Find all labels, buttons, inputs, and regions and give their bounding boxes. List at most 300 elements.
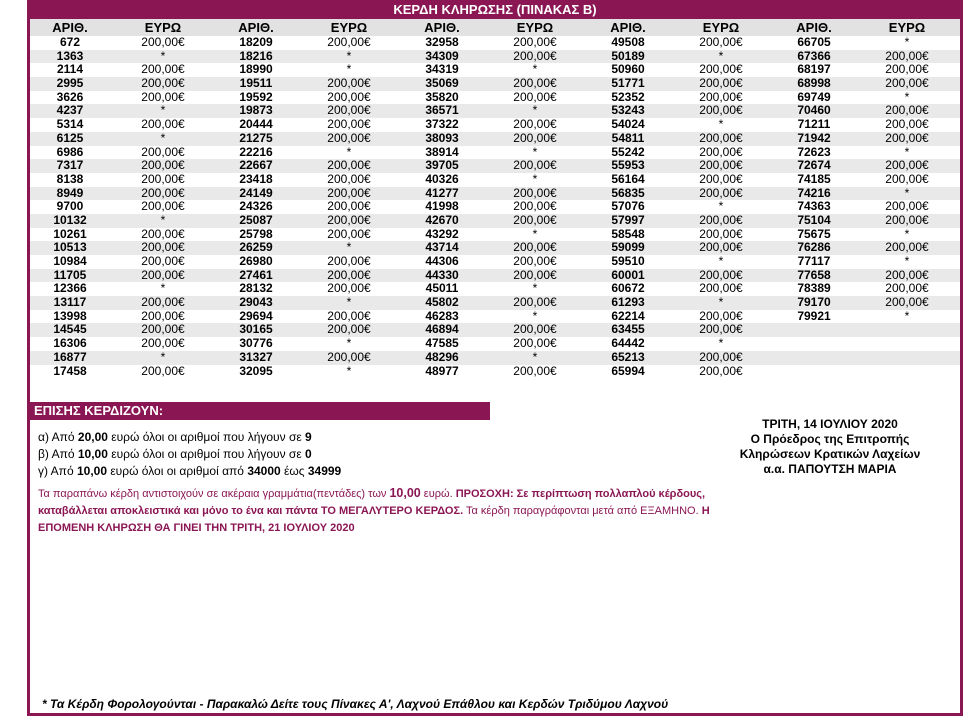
table-row [30, 91, 216, 105]
rule-mid2: έως [280, 464, 308, 478]
ticket-number: 20444 [239, 117, 273, 132]
table-row [588, 296, 774, 310]
prize-amount: 200,00€ [141, 62, 185, 77]
table-row [588, 255, 774, 269]
prize-amount: 200,00€ [885, 117, 929, 132]
table-row [216, 255, 402, 269]
table-row [774, 104, 960, 118]
ticket-number: 35820 [425, 89, 459, 104]
prize-amount: 200,00€ [327, 281, 371, 296]
table-row [402, 323, 588, 337]
table-row [774, 146, 960, 160]
table-row [216, 187, 402, 201]
table-row [774, 159, 960, 173]
ticket-number: 21275 [239, 130, 273, 145]
ticket-number: 2995 [56, 76, 84, 91]
ticket-number: 35069 [425, 76, 459, 91]
ticket-number: 24326 [239, 199, 273, 214]
table-row [588, 365, 774, 379]
ticket-number: 64442 [611, 336, 645, 351]
ticket-number: 75104 [797, 212, 831, 227]
prize-amount: 200,00€ [513, 130, 557, 145]
ticket-number: 69749 [797, 89, 831, 104]
signature-block [700, 417, 960, 477]
ticket-number: 30165 [239, 322, 273, 337]
table-row [402, 159, 588, 173]
table-row [30, 310, 216, 324]
header-euro: ΕΥΡΩ [702, 20, 740, 35]
ticket-number: 53243 [611, 103, 645, 118]
ticket-number: 32958 [425, 35, 459, 49]
prize-amount: 200,00€ [141, 76, 185, 91]
prize-amount: 200,00€ [327, 158, 371, 173]
header-euro: ΕΥΡΩ [144, 20, 182, 35]
ticket-number: 40326 [425, 171, 459, 186]
prize-amount: 200,00€ [513, 76, 557, 91]
table-row [774, 228, 960, 242]
table-row [30, 282, 216, 296]
table-row [30, 77, 216, 91]
prize-amount: * [346, 295, 352, 310]
table-row [774, 282, 960, 296]
prize-amount [854, 365, 960, 379]
ticket-number: 9700 [56, 199, 84, 214]
rule-mid: ευρώ όλοι οι αριθμοί από [107, 464, 248, 478]
table-row [774, 36, 960, 50]
table-row [588, 36, 774, 50]
ticket-number: 13998 [53, 308, 87, 323]
notice-text-1: Τα παραπάνω κέρδη αντιστοιχούν σε ακέραια γραμμάτια(πεντάδες) των [38, 488, 390, 500]
table-row [588, 228, 774, 242]
ticket-number [774, 337, 854, 351]
ticket-number: 10261 [53, 226, 87, 241]
table-row [402, 36, 588, 50]
results-column [216, 19, 402, 394]
rule-line [38, 429, 341, 446]
ticket-number: 7317 [56, 158, 84, 173]
table-row [402, 104, 588, 118]
prize-amount: 200,00€ [513, 254, 557, 268]
table-row [588, 310, 774, 324]
prize-amount: 200,00€ [327, 130, 371, 145]
table-row [774, 351, 960, 365]
ticket-number: 13117 [53, 295, 87, 310]
table-row [402, 310, 588, 324]
table-row [30, 214, 216, 228]
table-row [588, 63, 774, 77]
table-row [588, 323, 774, 337]
table-row [216, 173, 402, 187]
table-row [588, 214, 774, 228]
table-row [774, 214, 960, 228]
prize-amount: * [904, 226, 910, 241]
ticket-number: 74363 [797, 199, 831, 214]
table-row [588, 132, 774, 146]
ticket-number [774, 351, 854, 365]
table-row [30, 173, 216, 187]
table-row [30, 337, 216, 351]
table-row [216, 118, 402, 132]
table-row [402, 351, 588, 365]
ticket-number: 16306 [53, 336, 87, 351]
ticket-number: 2114 [56, 62, 84, 77]
ticket-number: 28132 [239, 281, 273, 296]
column-header [30, 19, 216, 36]
ticket-number: 56164 [611, 171, 645, 186]
ticket-number: 68197 [797, 62, 831, 77]
ticket-number: 44330 [425, 267, 459, 282]
ticket-number: 32095 [239, 363, 273, 378]
ticket-number: 16877 [53, 349, 87, 364]
table-row [774, 310, 960, 324]
ticket-number: 48977 [425, 363, 459, 378]
prize-amount: 200,00€ [141, 171, 185, 186]
prize-amount: * [532, 226, 538, 241]
rule-target: 0 [305, 447, 312, 461]
table-row [30, 187, 216, 201]
prize-amount: 200,00€ [513, 158, 557, 173]
table-row [588, 241, 774, 255]
prize-amount: 200,00€ [699, 158, 743, 173]
prize-amount: * [532, 308, 538, 323]
ticket-number: 24149 [239, 185, 273, 200]
table-row [774, 132, 960, 146]
table-row [588, 118, 774, 132]
table-row [588, 351, 774, 365]
rule-target: 34000 [247, 464, 281, 478]
table-row [774, 337, 960, 351]
ticket-number: 14545 [53, 322, 87, 337]
table-row [402, 269, 588, 283]
prize-amount: 200,00€ [699, 89, 743, 104]
table-row [402, 255, 588, 269]
prize-amount: 200,00€ [141, 240, 185, 255]
column-header [588, 19, 774, 36]
ticket-number: 51771 [611, 76, 645, 91]
prize-amount: * [904, 35, 910, 49]
ticket-number: 67366 [797, 48, 831, 63]
table-row [402, 132, 588, 146]
table-row [588, 159, 774, 173]
prize-amount: 200,00€ [327, 322, 371, 337]
prize-amount: 200,00€ [513, 240, 557, 255]
ticket-number: 63455 [611, 322, 645, 337]
ticket-number: 59510 [611, 254, 645, 268]
prize-amount: 200,00€ [141, 89, 185, 104]
prize-amount: 200,00€ [513, 336, 557, 351]
prize-amount: 200,00€ [885, 281, 929, 296]
header-number: ΑΡΙΘ. [796, 20, 832, 35]
table-row [30, 200, 216, 214]
footer-note: * Τα Κέρδη Φορολογούνται - Παρακαλώ Δείτε τους Πίνακες Α', Λαχνού Επάθλου και Κερδών Τριδύμου Λαχνού [42, 697, 669, 711]
ticket-number: 47585 [425, 336, 459, 351]
ticket-number: 68998 [797, 76, 831, 91]
notice-warning: ΠΡΟΣΟΧΗ: Σε περίπτωση πολλαπλού κέρδους, καταβάλλεται αποκλειστικά και μόνο το ένα και πάντα ΤΟ ΜΕΓΑΛΥΤΕΡΟ ΚΕΡΔΟΣ. [38, 488, 706, 517]
prize-amount: 200,00€ [327, 212, 371, 227]
prize-amount: 200,00€ [141, 295, 185, 310]
prize-amount: 200,00€ [327, 76, 371, 91]
table-row [216, 50, 402, 64]
prize-amount: 200,00€ [885, 103, 929, 118]
ticket-number: 46283 [425, 308, 459, 323]
table-row [588, 187, 774, 201]
table-row [402, 118, 588, 132]
ticket-number: 49508 [611, 35, 645, 49]
ticket-number: 10132 [53, 212, 87, 227]
table-row [402, 365, 588, 379]
rule-prefix: γ) Από [38, 464, 77, 478]
column-header [402, 19, 588, 36]
prize-amount: 200,00€ [885, 76, 929, 91]
prize-amount: 200,00€ [699, 349, 743, 364]
ticket-number: 46894 [425, 322, 459, 337]
table-row [588, 282, 774, 296]
prize-amount: * [718, 336, 724, 351]
table-row [402, 63, 588, 77]
prize-amount: * [718, 48, 724, 63]
prize-amount: 200,00€ [327, 185, 371, 200]
prize-amount: 200,00€ [141, 336, 185, 351]
ticket-number: 48296 [425, 349, 459, 364]
ticket-number: 57076 [611, 199, 645, 214]
ticket-number: 18209 [239, 35, 273, 49]
table-row [588, 173, 774, 187]
signature-line3: α.α. ΠΑΠΟΥΤΣΗ ΜΑΡΙΑ [763, 462, 897, 476]
ticket-number: 29694 [239, 308, 273, 323]
prize-amount: 200,00€ [141, 158, 185, 173]
results-column [30, 19, 216, 394]
rule-mid: ευρώ όλοι οι αριθμοί που λήγουν σε [107, 447, 305, 461]
ticket-number: 38093 [425, 130, 459, 145]
ticket-number: 56835 [611, 185, 645, 200]
ticket-number: 10984 [53, 254, 87, 268]
header-euro: ΕΥΡΩ [516, 20, 554, 35]
table-row [30, 36, 216, 50]
prize-amount: 200,00€ [699, 322, 743, 337]
ticket-number: 65213 [611, 349, 645, 364]
table-row [216, 214, 402, 228]
rule-mid: ευρώ όλοι οι αριθμοί που λήγουν σε [107, 430, 306, 444]
prize-amount: 200,00€ [141, 144, 185, 159]
rule-line [38, 446, 341, 463]
signature-line1: Ο Πρόεδρος της Επιτροπής [750, 432, 910, 446]
page-title: ΚΕΡΔΗ ΚΛΗΡΩΣΗΣ (ΠΙΝΑΚΑΣ Β) [27, 0, 963, 19]
ticket-number: 76286 [797, 240, 831, 255]
ticket-number: 66705 [797, 35, 831, 49]
ticket-number: 65994 [611, 363, 645, 378]
prize-amount: 200,00€ [141, 308, 185, 323]
prize-amount: 200,00€ [513, 267, 557, 282]
ticket-number: 672 [59, 35, 81, 49]
ticket-number: 6986 [56, 144, 84, 159]
prize-amount: 200,00€ [141, 117, 185, 132]
table-row [774, 173, 960, 187]
ticket-number: 25798 [239, 226, 273, 241]
table-row [774, 365, 960, 379]
table-row [774, 187, 960, 201]
prize-amount: * [346, 62, 352, 77]
prize-amount: * [532, 62, 538, 77]
table-row [216, 282, 402, 296]
prize-amount: * [532, 103, 538, 118]
ticket-number: 8138 [56, 171, 84, 186]
prize-amount: 200,00€ [699, 171, 743, 186]
ticket-number: 42670 [425, 212, 459, 227]
table-row [402, 241, 588, 255]
prize-amount: 200,00€ [885, 48, 929, 63]
table-row [402, 296, 588, 310]
table-row [402, 228, 588, 242]
ticket-number: 11705 [53, 267, 87, 282]
table-row [588, 50, 774, 64]
ticket-number: 71211 [797, 117, 831, 132]
table-row [774, 269, 960, 283]
prize-amount: 200,00€ [513, 117, 557, 132]
table-row [402, 200, 588, 214]
prize-amount: 200,00€ [699, 76, 743, 91]
prize-amount: 200,00€ [885, 171, 929, 186]
ticket-number: 1363 [56, 48, 84, 63]
prize-amount: 200,00€ [699, 240, 743, 255]
prize-amount: 200,00€ [141, 254, 185, 268]
prize-amount: 200,00€ [699, 62, 743, 77]
ticket-number: 5314 [56, 117, 84, 132]
prize-amount: 200,00€ [513, 35, 557, 49]
signature-date: ΤΡΙΤΗ, 14 ΙΟΥΛΙΟΥ 2020 [762, 417, 898, 431]
table-row [774, 255, 960, 269]
next-draw-notice: Η ΕΠΟΜΕΝΗ ΚΛΗΡΩΣΗ ΘΑ ΓΙΝΕΙ ΤΗΝ ΤΡΙΤΗ, 21 ΙΟΥΛΙΟΥ 2020 [38, 505, 710, 534]
ticket-number: 77658 [797, 267, 831, 282]
ticket-number: 19511 [239, 76, 273, 91]
table-row [30, 63, 216, 77]
prize-amount: 200,00€ [327, 226, 371, 241]
prize-amount: * [160, 48, 166, 63]
ticket-number: 25087 [239, 212, 273, 227]
table-row [402, 50, 588, 64]
prize-amount: * [160, 130, 166, 145]
table-row [216, 296, 402, 310]
table-row [216, 269, 402, 283]
ticket-number: 19592 [239, 89, 273, 104]
table-row [30, 104, 216, 118]
table-row [30, 241, 216, 255]
header-number: ΑΡΙΘ. [424, 20, 460, 35]
prize-amount: 200,00€ [699, 363, 743, 378]
prize-amount: 200,00€ [699, 267, 743, 282]
prize-amount: 200,00€ [513, 295, 557, 310]
rule-prefix: β) Από [38, 447, 78, 461]
prize-amount: 200,00€ [885, 62, 929, 77]
table-row [30, 50, 216, 64]
ticket-number: 72623 [797, 144, 831, 159]
ticket-number: 45802 [425, 295, 459, 310]
ticket-number: 45011 [425, 281, 459, 296]
prize-amount: 200,00€ [699, 226, 743, 241]
prize-amount: * [160, 212, 166, 227]
prize-amount: * [346, 336, 352, 351]
table-row [30, 351, 216, 365]
ticket-number: 17458 [53, 363, 87, 378]
ticket-number [774, 365, 854, 379]
table-row [402, 146, 588, 160]
notice-amount: 10,00 [389, 486, 421, 500]
prize-amount: * [532, 281, 538, 296]
ticket-number: 34309 [425, 48, 459, 63]
table-row [216, 200, 402, 214]
prize-amount: 200,00€ [141, 199, 185, 214]
prize-amount: 200,00€ [699, 281, 743, 296]
ticket-number: 8949 [56, 185, 84, 200]
column-header [216, 19, 402, 36]
prize-amount: * [346, 144, 352, 159]
prize-amount: 200,00€ [885, 267, 929, 282]
signature-line2: Κληρώσεων Κρατικών Λαχείων [739, 447, 921, 461]
prize-amount: * [904, 144, 910, 159]
prize-amount: * [346, 240, 352, 255]
prize-amount: 200,00€ [885, 158, 929, 173]
results-column [402, 19, 588, 394]
table-row [30, 365, 216, 379]
ticket-number: 74185 [797, 171, 831, 186]
table-row [216, 159, 402, 173]
also-win-heading: ΕΠΙΣΗΣ ΚΕΡΔΙΖΟΥΝ: [30, 402, 490, 420]
prize-amount: 200,00€ [327, 349, 371, 364]
table-row [216, 337, 402, 351]
table-row [30, 159, 216, 173]
prize-amount [854, 337, 960, 351]
prize-amount: 200,00€ [141, 267, 185, 282]
table-row [216, 228, 402, 242]
notice-paragraph [38, 485, 743, 537]
notice-text-3: Τα κέρδη παραγράφονται μετά από ΕΞΑΜΗΝΟ. [463, 505, 702, 517]
ticket-number: 60001 [611, 267, 645, 282]
table-row [774, 50, 960, 64]
prize-amount [854, 351, 960, 365]
ticket-number: 43714 [425, 240, 459, 255]
header-number: ΑΡΙΘ. [610, 20, 646, 35]
prize-amount: 200,00€ [699, 212, 743, 227]
table-row [588, 200, 774, 214]
table-row [216, 36, 402, 50]
table-row [588, 77, 774, 91]
ticket-number: 22216 [239, 144, 273, 159]
ticket-number: 71942 [797, 130, 831, 145]
prize-amount: * [904, 254, 910, 268]
table-row [30, 255, 216, 269]
table-row [216, 104, 402, 118]
table-row [588, 269, 774, 283]
ticket-number: 26259 [239, 240, 273, 255]
results-column [588, 19, 774, 394]
table-row [216, 63, 402, 77]
prize-amount: * [532, 349, 538, 364]
table-row [588, 91, 774, 105]
prize-amount: 200,00€ [141, 322, 185, 337]
ticket-number: 29043 [239, 295, 273, 310]
ticket-number: 54811 [611, 130, 645, 145]
table-row [30, 269, 216, 283]
ticket-number: 4237 [56, 103, 84, 118]
header-euro: ΕΥΡΩ [888, 20, 926, 35]
prize-amount: 200,00€ [513, 212, 557, 227]
ticket-number: 36571 [425, 103, 459, 118]
ticket-number: 43292 [425, 226, 459, 241]
prize-amount: 200,00€ [513, 89, 557, 104]
table-row [402, 282, 588, 296]
prize-amount: * [718, 117, 724, 132]
table-row [30, 146, 216, 160]
table-row [216, 310, 402, 324]
